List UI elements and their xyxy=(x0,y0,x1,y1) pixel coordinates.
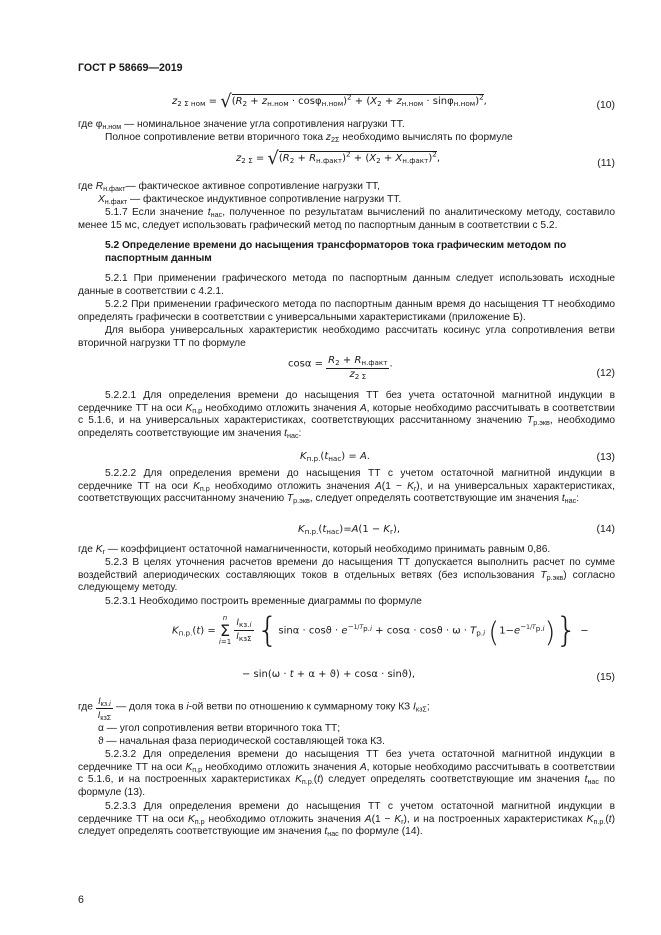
paragraph-5-2-3-1: 5.2.3.1 Необходимо построить временные диаграммы по формуле xyxy=(105,596,422,607)
formula-number-14: (14) xyxy=(596,524,615,535)
section-heading-5-2: 5.2 Определение времени до насыщения трансформаторов тока графическим методом по паспортным данным xyxy=(105,240,567,264)
paragraph-5-2-2: 5.2.2 При применении графического метода по паспортным данным время до насыщения ТТ необходимо определять графически в соответствии с универсальными характеристиками (приложение Б). xyxy=(78,299,615,323)
paragraph-5-2-2-2: 5.2.2.2 Для определения времени до насыщения ТТ с учетом остаточной магнитной индукции в сердечнике ТТ на оси $K_{п.р}$ необходимо отложить значения $A(1 - K_r)$, и на универсальных характеристиках, соответствующих рассчитанному значению $T_{р.экв}$, следует определять соответствующие им значения $t_{нас}$: xyxy=(78,468,615,506)
r-definition: где $R_{н.факт}—$ фактическое активное сопротивление нагрузки ТТ, xyxy=(78,181,380,193)
theta-definition: ϑ — начальная фаза периодической составляющей тока КЗ. xyxy=(98,736,386,747)
paragraph-5-2-3-3: 5.2.3.3 Для определения времени до насыщения ТТ с учетом остаточной магнитной индукции в сердечнике ТТ на оси $K_{п.р}$ необходимо отложить значения $A(1 - K_r)$, и на построенных характеристиках $K_{п.р.}(t)$ следует определять соответствующие им значения $t_{нас}$ по формуле (14). xyxy=(78,801,615,839)
paragraph-full-resistance: Полное сопротивление ветви вторичного тока $z_{2\Sigma}$ необходимо вычислять по формуле xyxy=(105,132,513,144)
formula-11: $z_{2 \Sigma} = √(R_2 + R_{н.факт})^2 + (X_2 + X_{н.факт})^2$, xyxy=(236,148,440,169)
formula-13: $K_{п.р.}(t_{нас}) = A$. xyxy=(300,451,370,463)
formula-number-13: (13) xyxy=(596,452,615,463)
formula-12: cosα = $\frac{R_2 + R_{н.факт}}{z_{2 \Sigma}}$ . xyxy=(288,355,393,381)
formula-15-line-1: $K_{п.р.}(t)$ = n Σ i=1 $\frac{I_{кз.i}}{I_{кз\Sigma}}$ {$\sin\alpha \cdot \cos ϑ \cdot e^{-1/T_{р.i}} + \cos\alpha \cdot \cos ϑ \cdot \omega \cdot T_{р.i}$ $(1-e^{-1/T_{р.i}})$} − xyxy=(172,610,589,651)
page-number: 6 xyxy=(78,894,84,906)
document-header: ГОСТ Р 58669—2019 xyxy=(78,62,183,74)
x-definition: $X_{н.факт}$ — фактическое индуктивное сопротивление нагрузки ТТ. xyxy=(98,194,402,206)
paragraph-5-2-2-1: 5.2.2.1 Для определения времени до насыщения ТТ без учета остаточной магнитной индукции в сердечнике ТТ на оси $K_{п.р}$ необходимо отложить значения A, которые необходимо рассчитывать в соответствии с 5.1.6, и на универсальных характеристиках, соответствующих рассчитанному значению $T_{р.экв}$, необходимо определять соответствующие им значения $t_{нас}$: xyxy=(78,390,616,440)
formula-number-10: (10) xyxy=(596,100,615,111)
formula-14: $K_{п.р.}(t_{нас})=A(1 - K_r)$, xyxy=(298,524,401,536)
paragraph-cos: Для выбора универсальных характеристик необходимо рассчитать косинус угла сопротивления ветви вторичной нагрузки ТТ по формуле xyxy=(78,325,615,349)
formula-10: $z_{2 \Sigma ном} = √(R_2 + z_{н.ном} \cdot \cos\varphi_{н.ном})^2 + (X_2 + z_{н.ном} \cdot \sin\varphi_{н.ном})^2$, xyxy=(172,91,487,112)
kr-definition: где $K_r$ — коэффициент остаточной намагниченности, который необходимо принимать равным 0,86. xyxy=(78,544,551,556)
paragraph-5-1-7: 5.1.7 Если значение $t_{нас}$, полученное по результатам вычислений по аналитическому методу, составило менее 15 мс, следует использовать графический метод по паспортным данным в соответствии с 5.2. xyxy=(78,207,615,231)
current-ratio-definition: где $\frac{I_{кз.i}}{I_{кз\Sigma}}$ — доля тока в i-ой ветви по отношению к суммарному току КЗ $I_{кз\Sigma}$; xyxy=(78,696,430,722)
phi-definition: где $\varphi_{н.ном}$ — номинальное значение угла сопротивления нагрузки ТТ. xyxy=(78,119,405,131)
formula-number-11: (11) xyxy=(597,158,615,169)
paragraph-5-2-3: 5.2.3 В целях уточнения расчетов времени до насыщения ТТ допускается выполнить расчет по сумме воздействий апериодических составляющих токов в отдельных ветвях (без использования $T_{р.экв}$) согласно следующему методу. xyxy=(78,557,615,594)
paragraph-5-2-3-2: 5.2.3.2 Для определения времени до насыщения ТТ без учета остаточной магнитной индукции в сердечнике ТТ на оси $K_{п.р}$ необходимо отложить значения A, которые необходимо рассчитывать в соответствии с 5.1.6, и на построенных характеристиках $K_{п.р.}(t)$ следует определять соответствующие им значения $t_{нас}$ по формуле (13). xyxy=(78,749,616,798)
paragraph-5-2-1: 5.2.1 При применении графического метода по паспортным данным следует использовать исходные данные в соответствии с 4.2.1. xyxy=(78,273,615,297)
formula-15-line-2: − sin(ω · t + α + ϑ) + cosα · sinϑ), xyxy=(242,669,416,680)
formula-number-15: (15) xyxy=(596,672,615,683)
formula-number-12: (12) xyxy=(596,368,615,379)
alpha-definition: α — угол сопротивления ветви вторичного тока ТТ; xyxy=(98,723,341,734)
